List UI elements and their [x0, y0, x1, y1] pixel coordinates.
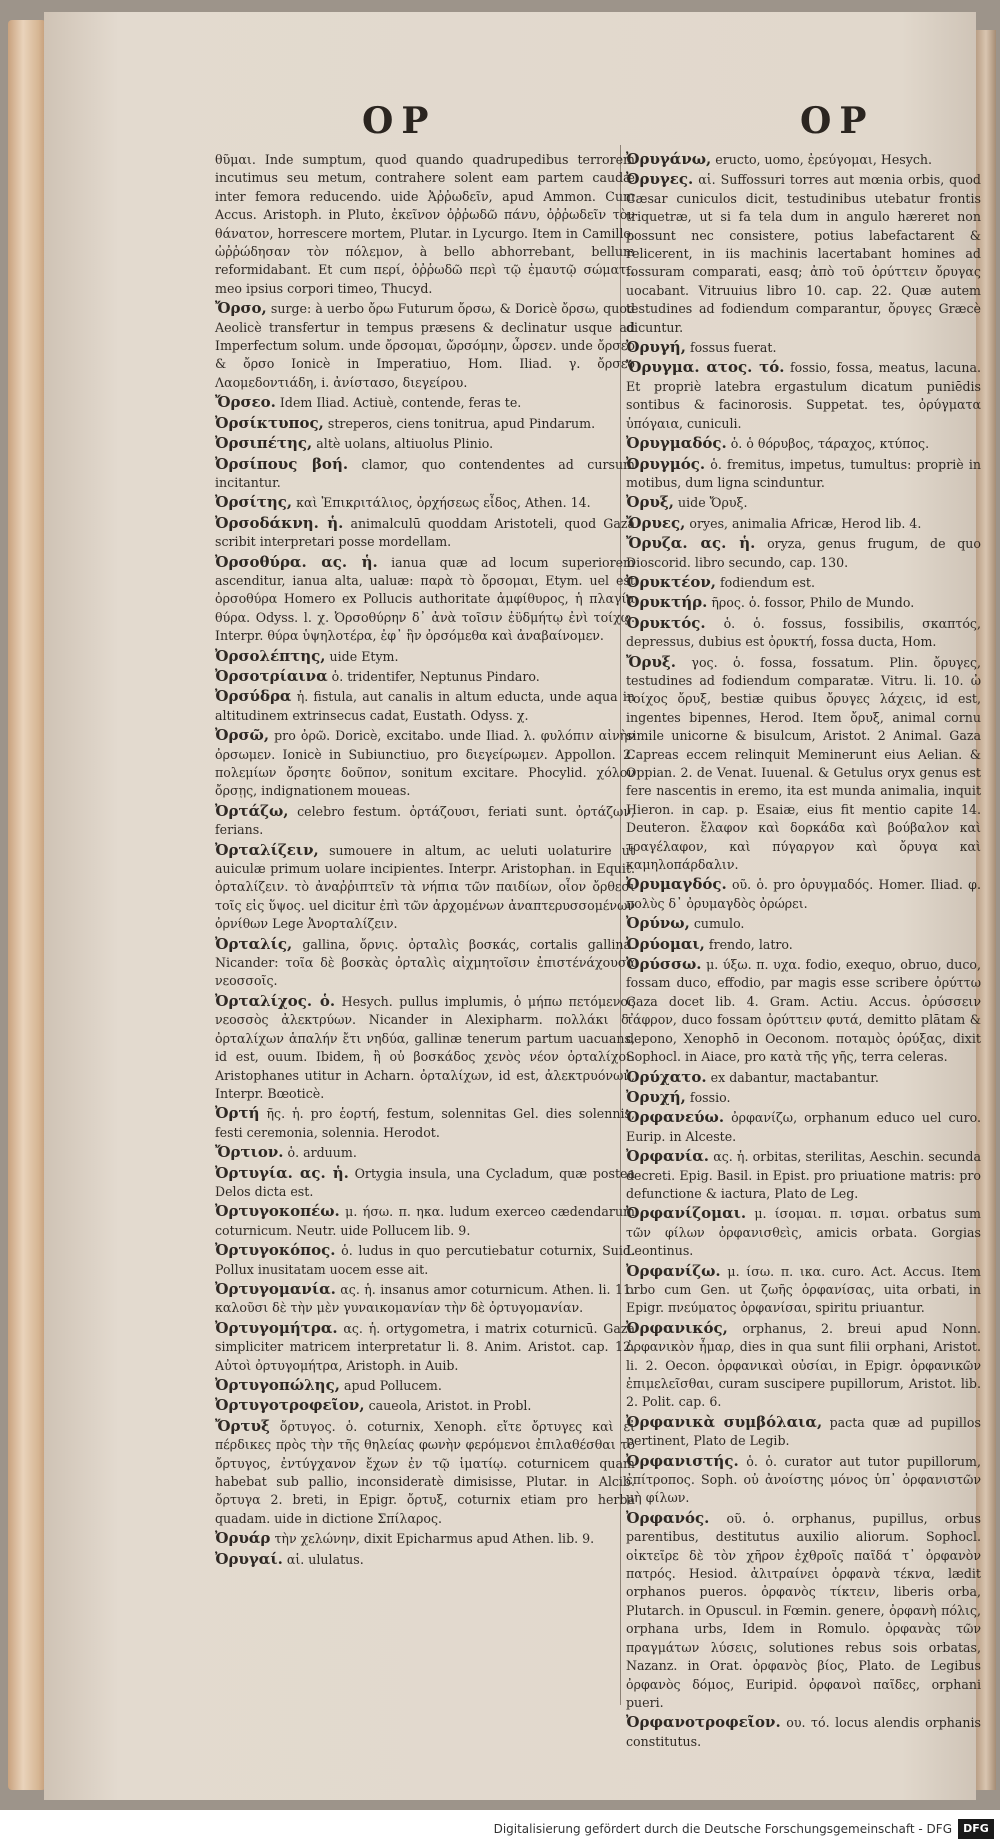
dictionary-entry	[626, 875, 981, 913]
dictionary-entry	[626, 955, 981, 1066]
entry-headword: Ὀρφανίζομαι.	[626, 1204, 747, 1223]
dictionary-entry	[626, 1262, 981, 1318]
entry-text: cumulo.	[693, 916, 745, 932]
entry-text: ianua quæ ad locum superiorem ascenditur, ianua alta, ualuæ: παρὰ τὸ ὄρσομαι, Etym. uel est ὀρσοθύρα Homero ex Pollucis authoritate ἀμφίθυρος, ἡ πλαγία θύρα. Odyss. l. χ. Ὀρσοθύρην δ᾽ ἀνὰ τοῖσιν ἐϋδμήτῳ ἐνὶ τοίχῳ. Interpr. θύρα ὑψηλοτέρα, ἐφ᾽ ἣν ὀρσόμεθα καὶ ἀναβαίνομεν.	[215, 554, 635, 644]
right-column	[626, 150, 981, 1752]
dictionary-entry	[215, 434, 635, 453]
dictionary-entry	[626, 1452, 981, 1508]
entry-text: apud Pollucem.	[343, 1378, 442, 1393]
entry-text: αἱ. ululatus.	[286, 1551, 364, 1567]
entry-text: ὁ. arduum.	[287, 1145, 357, 1161]
entry-headword: Ὀρσίτης,	[215, 493, 293, 512]
entry-headword: Ὀρυγαί.	[215, 1549, 283, 1568]
entry-text: oryza, genus frugum, de quo Dioscorid. libro secundo, cap. 130.	[626, 536, 981, 570]
entry-headword: Ὀρυκτήρ.	[626, 593, 708, 612]
entry-headword: Ὀρφανικός,	[626, 1318, 728, 1337]
entry-text: ὁ. fremitus, impetus, tumultus: propriè in motibus, dum ligna scinduntur.	[626, 456, 981, 490]
entry-headword: Ὀρφανικὰ συμβόλαια,	[626, 1412, 823, 1431]
entry-headword: Ὀρτυγοπώλης,	[215, 1376, 340, 1394]
entry-text: ας. ἡ. insanus amor coturnicum. Athen. li. 11. καλοῦσι δὲ τὴν μὲν γυναικομανίαν τὴν δὲ ὀρτυγομανίαν.	[215, 1281, 635, 1316]
entry-headword: Ὀρφανεύω.	[626, 1108, 725, 1127]
entry-headword: Ὀρύσσω.	[626, 955, 702, 974]
dictionary-entry	[626, 493, 981, 512]
dictionary-entry	[215, 493, 635, 512]
entry-text: μ. ίσομαι. π. ισμαι. orbatus sum τῶν φίλων ὀρφανισθεὶς, amicis orbata. Gorgias Leontinus.	[626, 1206, 982, 1259]
entry-headword: Ὀρσοδάκνη. ἡ.	[215, 513, 344, 532]
dictionary-entry	[626, 653, 981, 875]
entry-headword: Ὄρυες,	[626, 513, 686, 532]
dictionary-entry	[626, 935, 981, 954]
dfg-logo: DFG	[958, 1819, 994, 1839]
dictionary-entry	[626, 1088, 981, 1107]
entry-text: oryes, animalia Africæ, Herod lib. 4.	[689, 515, 922, 531]
entry-text: clamor, quo contendentes ad cursum incitantur.	[215, 456, 635, 490]
dictionary-entry	[215, 455, 635, 493]
entry-headword: Ὀρυκτέον,	[626, 572, 716, 591]
entry-text: animalculū quoddam Aristoteli, quod Gaza scribit interpretari posse mordellam.	[215, 515, 635, 550]
entry-headword: Ὄρτιον.	[215, 1143, 284, 1162]
dictionary-entry	[626, 1204, 981, 1260]
dictionary-entry	[626, 914, 981, 933]
entry-headword: Ὀρτάζω,	[215, 801, 289, 820]
dictionary-entry	[215, 514, 635, 552]
dictionary-entry	[626, 455, 981, 493]
entry-text: caueola, Aristot. in Probl.	[368, 1398, 532, 1414]
dictionary-entry	[215, 647, 635, 666]
entry-text: ας. ἡ. ortygometra, i matrix coturnicū. Gaza simpliciter matricem interpretatur li. 8. Anim. Aristot. cap. 12. Αὐτοὶ ὀρτυγομήτρα, Aristoph. in Auib.	[215, 1320, 635, 1373]
dictionary-entry	[626, 573, 981, 592]
entry-headword: Ὀρτυγία. ας. ἡ.	[215, 1163, 349, 1182]
entry-text: gallina, ὄρνις. ὀρταλὶς βοσκάς, cortalis gallina. Nicander: τοῖα δὲ βοσκὰς ὀρταλὶς αἰχμητοῖσιν ἐπιστένάχουσα νεοσσοῖς.	[215, 936, 635, 989]
entry-headword: Ὀρυάρ	[215, 1529, 271, 1548]
dictionary-entry	[626, 1509, 981, 1712]
entry-text: ῆς. ἡ. pro ἑορτή, festum, solennitas Gel. dies solennis, festi ceremonia, solennia. Herodot.	[215, 1106, 635, 1140]
entry-text: Idem Iliad. Actiuè, contende, feras te.	[279, 395, 522, 411]
dictionary-entry	[215, 935, 635, 991]
entry-headword: Ὄρσεο.	[215, 393, 276, 412]
entry-headword: Ὀρφανίζω.	[626, 1261, 721, 1280]
left-column	[215, 150, 635, 1570]
entry-headword: Ὀρυμαγδός.	[626, 875, 727, 894]
dictionary-entry	[215, 150, 635, 298]
entry-text: οῦ. ὁ. orphanus, pupillus, orbus parentibus, destitutus auxilio aliorum. Sophocl. οἰκτεῖρε δὲ τὸν χῆρον ἐχθροῖς παῖδά τ᾽ ὀρφανὸν πατρός. Hesiod. ἀλιτραίνει ὀρφανὰ τέκνα, lædit orphanos pueros. ὀρφανὸς τίκτειν, liberis orba, Plutarch. in Opuscul. in Fœmin. genere, ὀρφανὴ πόλις, orphana urbs, Idem in Romulo. ὀρφανὰς τῶν πραγμάτων λύσεις, solutiones rebus sois orbatas, Nazanz. in Orat. ὀρφανὸς βίος, Plato. de Legibus ὀρφανὸς δόμος, Euripid. ὀρφανοὶ παῖδες, orphani pueri.	[626, 1510, 981, 1710]
entry-text: γος. ὁ. fossa, fossatum. Plin. ὄρυγες, testudines ad fodiendum comparatæ. Vitru. li. 10. ὠ τοίχος ὄρυξ, bestiæ quibus ὄρυγες λάχεις, id est, ingentes bipennes, Herod. Item ὄρυξ, animal cornu simile unicorne & bisulcum, Aristot. 2 Animal. Gaza Capreas eccem relinquit Meminerunt eius Aelian. & Oppian. 2. de Venat. Iuuenal. & Getulus oryx genus est fere nascentis in eremo, ita est munda animalia, inquit Hieron. in cap. p. Esaiæ, eius fit mentio capite 14. Deuteron. ἔλαφον καὶ δορκάδα καὶ βούβαλον καὶ τραγέλαφον, καὶ πύγαργον καὶ ὄρυγα καὶ καμηλοπάρδαλιν.	[626, 654, 981, 873]
dictionary-entry	[215, 553, 635, 646]
entry-headword: Ὀρσῶ,	[215, 726, 270, 745]
entry-text: ῆρος. ὁ. fossor, Philo de Mundo.	[711, 595, 915, 611]
page-edge-left	[8, 20, 46, 1790]
running-header-left: OP	[362, 100, 437, 142]
entry-text: pro ὀρῶ. Doricè, excitabo. unde Iliad. λ. φυλόπιν αἰνὴν ὀρσωμεν. Ionicè in Subiunctiuo, pro διεγείρωμεν. Appollon. 2. πολεμίων ὄρσητε δοῦπον, sonitum excitare. Phocylid. χόλον ὄρσῃς, indignationem moueas.	[215, 728, 635, 799]
dictionary-entry	[215, 687, 635, 725]
entry-text: Ortygia insula, una Cycladum, quæ postea Delos dicta est.	[215, 1165, 635, 1199]
entry-text: ὁ. ὁ θόρυβος, τάραχος, κτύπος.	[730, 436, 930, 452]
entry-text: fossus fuerat.	[689, 340, 777, 356]
entry-text: eructo, uomo, ἐρεύγομαι, Hesych.	[715, 152, 933, 167]
entry-text: ὄρτυγος. ὁ. coturnix, Xenoph. εἴτε ὄρτυγες καὶ εἰ πέρδικες πρὸς τὴν τῆς θηλείας φωνὴν φερόμενοι ἐπιλαθέσθαι τὸ ὄρτυγος, ἐντύγχανον ἔχων ἐν τῷ ἱματίῳ. coturnicem quam habebat sub pallio, inconsideratè dimisisse, Plutar. in Alcib. ὄρτυγα 2. breti, in Epigr. ὄρτυξ, coturnix etiam pro herba quadam. uide in dictione Σπίλαρος.	[215, 1418, 635, 1526]
entry-text: ἡ. fistula, aut canalis in altum educta, unde aqua in altitudinem extrinsecus cadat, Eustath. Odyss. χ.	[215, 689, 635, 723]
entry-headword: Ὀρυγμός.	[626, 454, 706, 473]
entry-headword: Ὀρτυγομανία.	[215, 1279, 336, 1298]
dictionary-entry	[215, 414, 635, 433]
dictionary-entry	[215, 1529, 635, 1548]
dictionary-entry	[215, 1417, 635, 1528]
dictionary-entry	[626, 1108, 981, 1146]
dictionary-entry	[626, 150, 981, 169]
dictionary-entry	[215, 1396, 635, 1415]
dictionary-entry	[215, 1104, 635, 1142]
entry-headword: Ὀρύχατο.	[626, 1067, 707, 1086]
entry-headword: Ὀρσύδρα	[215, 687, 292, 706]
dictionary-entry	[626, 534, 981, 572]
dictionary-entry	[215, 726, 635, 801]
entry-text: καὶ Ἐπικριτάλιος, ὀρχήσεως εἶδος, Athen. 14.	[296, 495, 591, 511]
entry-text: uide Etym.	[329, 648, 399, 664]
entry-text: streperos, ciens tonitrua, apud Pindarum.	[327, 415, 596, 431]
entry-text: ου. τό. locus alendis orphanis constitutus.	[626, 1715, 981, 1749]
entry-headword: Ὀρυχή,	[626, 1087, 686, 1106]
entry-headword: Ὄρυγμα. ατος. τό.	[626, 358, 785, 377]
entry-text: fossio.	[689, 1089, 731, 1105]
dictionary-entry	[626, 170, 981, 337]
entry-text: pacta quæ ad pupillos pertinent, Plato de Legib.	[626, 1414, 981, 1449]
entry-text: ὁ. ὁ. fossus, fossibilis, σκαπτός, depressus, dubius est ὀρυκτή, fossa ducta, Hom.	[626, 615, 981, 650]
entry-text: uide Ὄρυξ.	[678, 495, 748, 511]
entry-headword: Ὀρσοθύρα. ας. ἡ.	[215, 552, 378, 571]
entry-headword: Ὀρφανοτροφεῖον.	[626, 1713, 781, 1732]
entry-headword: Ὀρσολέπτης,	[215, 646, 326, 665]
entry-headword: Ὀρτυγομήτρα.	[215, 1318, 338, 1337]
running-header-right: OP	[800, 100, 875, 142]
dictionary-entry	[626, 338, 981, 357]
dictionary-entry	[215, 1376, 635, 1395]
entry-headword: Ὀρφανία.	[626, 1147, 710, 1166]
dictionary-entry	[215, 393, 635, 412]
entry-text: celebro festum. ὀρτάζουσι, feriati sunt. ὀρτάζων, ferians.	[215, 803, 635, 838]
entry-text: ας. ἡ. orbitas, sterilitas, Aeschin. secunda decreti. Epig. Basil. in Epist. pro priuatione matris: pro defunctione & iactura, Plato de Leg.	[626, 1149, 981, 1201]
entry-headword: Ὀρυκτός.	[626, 613, 706, 632]
entry-headword: Ὄρσο,	[215, 299, 267, 318]
dictionary-entry	[215, 1164, 635, 1202]
dictionary-entry	[626, 434, 981, 453]
entry-headword: Ὀρυγες.	[626, 170, 694, 189]
entry-text: θῦμαι. Inde sumptum, quod quando quadrupedibus terrorem incutimus seu metum, contrahere solent eam partem caudæ inter femora reducendo. uide Ἀῤῥωδεῖν, apud Ammon. Cum Accus. Aristoph. in Pluto, ἐκεῖνον ὀῤῥωδῶ πάνυ, ὀῤῥωδεῖν τὸν θάνατον, horrescere mortem, Plutar. in Lycurgo. Item in Camillo, ὠῤῥώδησαν τὸν πόλεμον, à bello abhorrebant, bellum reformidabant. Et cum περί, ὀῤῥωδῶ περὶ τῷ ἐμαυτῷ σώματι, meo ipsius corpori timeo, Thucyd.	[215, 152, 635, 296]
dictionary-entry	[215, 299, 635, 392]
entry-headword: Ὀρυγάνω,	[626, 150, 712, 168]
dictionary-entry	[626, 1319, 981, 1412]
entry-headword: Ὀρυγή,	[626, 338, 686, 357]
entry-text: fodiendum est.	[720, 574, 815, 590]
entry-text: frendo, latro.	[708, 936, 793, 952]
entry-headword: Ὀρτυγοκοπέω.	[215, 1202, 340, 1221]
entry-headword: Ὀρσοτρίαινα	[215, 666, 328, 685]
entry-text: fossio, fossa, meatus, lacuna. Et propriè latebra ergastulum dicatum puniēdis sontibus & facinorosis. Suppetat. tes, ὀρύγματα ὑπόγαια, cuniculi.	[626, 360, 981, 431]
entry-text: sumouere in altum, ac ueluti uolaturire ut auiculæ primum uolare incipientes. Interpr. Aristophan. in Equit. ὀρταλίζειν. τὸ ἀναῤῥιπτεῖν τὰ νήπια τῶν παιδίων, οἷον ὄρθεσι τοῖς εἰς ὕψος. uel dicitur ἐπὶ τῶν ἀρχομένων ἀναπτερυσσομένων ὀρνίθων Lege Ἀνορταλίζειν.	[215, 842, 635, 932]
entry-headword: Ὀρφανιστής.	[626, 1451, 739, 1470]
entry-text: ὀρφανίζω, orphanum educo uel curo. Eurip. in Alceste.	[626, 1110, 981, 1144]
footer-credit: Digitalisierung gefördert durch die Deutsche Forschungsgemeinschaft - DFG	[493, 1822, 952, 1836]
entry-text: Hesych. pullus implumis, ὁ μήπω πετόμενος νεοσσὸς ἀλεκτρύων. Nicander in Alexipharm. πολλάκι δ᾽ ὀρταλίχων ἁπαλήν ἔτι νηδύα, gallinæ tenerum partum uacuans, id est, ouum. Ibidem, ἢ οὐ βοσκάδος χενὸς νέον ὀρταλίχοι. Aristophanes utitur in Acharn. ὀρταλίχων, id est, ἀλεκτρυόνων, Interpr. Bœoticè.	[215, 993, 635, 1101]
entry-text: οῦ. ὁ. pro ὀρυγμαδός. Homer. Iliad. φ. πολὺς δ᾽ ὀρυμαγδὸς ὀρώρει.	[626, 877, 981, 911]
entry-headword: Ὀρταλίς,	[215, 934, 293, 953]
dictionary-entry	[626, 593, 981, 612]
dictionary-entry	[626, 514, 981, 533]
entry-text: αἱ. Suffossuri torres aut mœnia orbis, quod Cæsar cuniculos dicit, testudinibus utebatur frontis triquetræ, ut si fa tela dum in angulo hæreret non possunt nec consistere, potius labefactarent & relicerent, in iis machinis lacertabant homines ad fossuram comparati, easq; ἀπὸ τοῦ ὀρύττειν ὄρυγας uocabant. Vitruuius libro 10. cap. 22. Quæ autem testudines ad fodiendum comparantur, ὄρυγες Græcè dicuntur.	[626, 172, 981, 335]
entry-headword: Ὄρυζα. ας. ἡ.	[626, 534, 756, 553]
dictionary-entry	[215, 667, 635, 686]
entry-text: altè uolans, altiuolus Plinio.	[316, 436, 494, 452]
entry-headword: Ὀρύνω,	[626, 914, 690, 933]
dictionary-entry	[626, 1068, 981, 1087]
entry-text: orphanus, 2. breui apud Nonn. ὀρφανικὸν ἦμαρ, dies in qua sunt filii orphani, Aristot. li. 2. Oecon. ὀρφανικαὶ οὐσίαι, in Epigr. ὀρφανικῶν ἐπιμελεῖσθαι, curam suscipere pupillorum, Aristot. lib. 2. Polit. cap. 6.	[626, 1320, 981, 1410]
entry-text: μ. ήσω. π. ηκα. ludum exerceo cædendarum coturnicum. Neutr. uide Pollucem lib. 9.	[215, 1204, 635, 1238]
dictionary-entry	[215, 1202, 635, 1240]
dictionary-entry	[626, 1413, 981, 1451]
entry-headword: Ὀρτυγοκόπος.	[215, 1241, 336, 1260]
entry-text: τὴν χελώνην, dixit Epicharmus apud Athen. lib. 9.	[274, 1531, 595, 1547]
entry-text: ex dabantur, mactabantur.	[710, 1069, 879, 1085]
entry-headword: Ὀρτυγοτροφεῖον,	[215, 1396, 365, 1415]
entry-text: μ. ύξω. π. υχα. fodio, exequo, obruo, duco, fossam duco, effodio, par magis esse scribere ὀρύττω Gaza docet lib. 4. Gram. Actiu. Accus. ὀρύσσειν τάφρον, duco fossam ὀρύττειν φυτά, demitto plātam & depono, Xenophō in Oeconom. ποταμὸς ὀρύξας, dixit Sophocl. in Aiace, pro κατὰ τῆς γῆς, terra celeras.	[626, 957, 981, 1065]
dictionary-entry	[215, 1241, 635, 1279]
entry-headword: Ὀρταλίχος. ὁ.	[215, 991, 336, 1010]
entry-headword: Ὀρυξ,	[626, 493, 674, 512]
dictionary-entry	[626, 614, 981, 652]
dictionary-entry	[626, 1147, 981, 1203]
entry-text: μ. ίσω. π. ικα. curo. Act. Accus. Item orbo cum Gen. ut ζωῆς ὀρφανίσας, uita orbati, in Epigr. πνεύματος ὀρφανίσαι, spiritu priuantur.	[626, 1263, 981, 1316]
dictionary-entry	[215, 1280, 635, 1318]
entry-headword: Ὄρτυξ	[215, 1416, 270, 1435]
entry-headword: Ὀρσιπέτης,	[215, 434, 313, 453]
dictionary-entry	[215, 841, 635, 934]
entry-text: ὁ. ludus in quo percutiebatur coturnix, Suid. Pollux inusitatam uocem esse ait.	[215, 1243, 635, 1277]
dictionary-entry	[215, 992, 635, 1103]
entry-headword: Ὀρύομαι,	[626, 934, 705, 953]
dictionary-entry	[215, 1550, 635, 1569]
entry-headword: Ὀρφανός.	[626, 1508, 710, 1527]
entry-text: ὁ. tridentifer, Neptunus Pindaro.	[331, 668, 540, 684]
entry-text: surge: à uerbo ὄρω Futurum ὄρσω, & Doricè ὄρσω, quod Aeolicè transfertur in tempus præsens & declinatur usque ad Imperfectum solum. unde ὄρσομαι, ὤρσόμην, ὦρσεν. unde ὄρσεο & ὄρσο Ionicè in Imperatiuo, Hom. Iliad. γ. ὄρσεο Λαομεδοντιάδη, i. ἀνίστασο, διεγείρου.	[215, 301, 636, 390]
entry-headword: Ὀρσίπους βοή.	[215, 454, 349, 473]
dictionary-entry	[215, 802, 635, 840]
dictionary-entry	[626, 1713, 981, 1751]
entry-headword: Ὀρτή	[215, 1104, 260, 1123]
dictionary-entry	[626, 358, 981, 433]
entry-text: ὁ. ὁ. curator aut tutor pupillorum, ἐπίτροπος. Soph. οὐ ἀνοίστης μόνος ὑπ᾽ ὀρφανιστῶν μὴ φίλων.	[626, 1453, 981, 1506]
entry-headword: Ὀρυγμαδός.	[626, 434, 727, 453]
dictionary-entry	[215, 1319, 635, 1375]
entry-headword: Ὀρσίκτυπος,	[215, 413, 324, 432]
entry-headword: Ὀρταλίζειν,	[215, 840, 319, 859]
entry-headword: Ὄρυξ.	[626, 652, 677, 671]
footer-bar	[0, 1810, 1000, 1846]
dictionary-entry	[215, 1143, 635, 1162]
